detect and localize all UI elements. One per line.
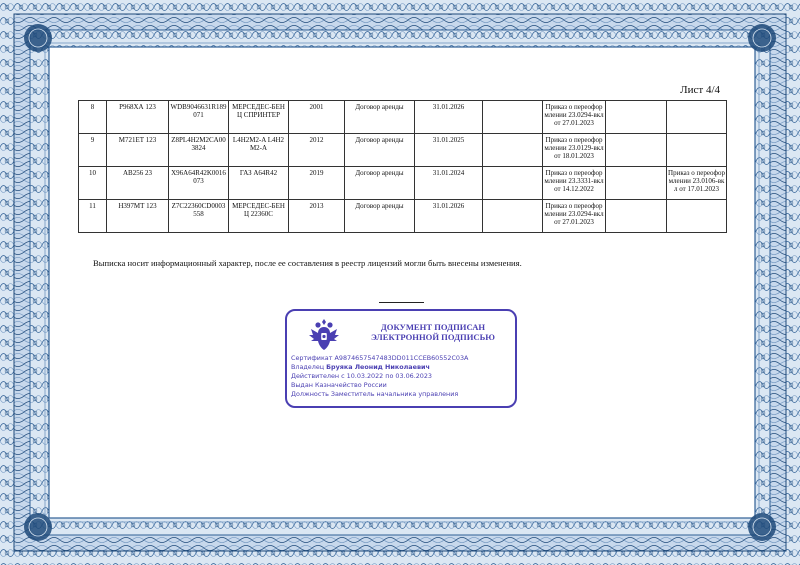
cell-exclusion bbox=[667, 200, 727, 233]
disclaimer-note: Выписка носит информационный характер, после ее составления в реестр лицензий могли быть внесены изменения. bbox=[93, 258, 522, 268]
cell-order: Приказ о переоформлении 23.3331-вкл от 14.12.2022 bbox=[543, 167, 606, 200]
cell-empty bbox=[483, 134, 543, 167]
owner-label: Владелец bbox=[291, 363, 325, 371]
certificate-value: A9874657547483DD011CCEB60552C03A bbox=[334, 354, 469, 362]
cell-empty bbox=[483, 200, 543, 233]
cell-number: 10 bbox=[79, 167, 107, 200]
cell-date: 31.01.2025 bbox=[415, 134, 483, 167]
cell-vin: WDB9046631R189071 bbox=[169, 101, 229, 134]
cell-plate: Р968ХА 123 bbox=[107, 101, 169, 134]
cell-model: ГАЗ A64R42 bbox=[229, 167, 289, 200]
cell-vin: Z7C22360CD0003558 bbox=[169, 200, 229, 233]
cell-year: 2001 bbox=[289, 101, 345, 134]
double-headed-eagle-emblem-icon bbox=[307, 317, 341, 353]
cell-number: 8 bbox=[79, 101, 107, 134]
cell-empty bbox=[606, 134, 667, 167]
cell-basis: Договор аренды bbox=[345, 167, 415, 200]
cell-plate: М721ЕТ 123 bbox=[107, 134, 169, 167]
cell-year: 2019 bbox=[289, 167, 345, 200]
stamp-title bbox=[353, 322, 513, 342]
table-row bbox=[79, 101, 727, 134]
signature-line bbox=[379, 302, 424, 303]
cell-year: 2013 bbox=[289, 200, 345, 233]
table-row bbox=[79, 134, 727, 167]
table-row bbox=[79, 167, 727, 200]
stamp-title-line-1: ДОКУМЕНТ ПОДПИСАН bbox=[380, 322, 486, 332]
stamp-validity: Действителен с 10.03.2022 по 03.06.2023 bbox=[291, 372, 432, 380]
cell-empty bbox=[606, 200, 667, 233]
cell-plate: АВ256 23 bbox=[107, 167, 169, 200]
cell-empty bbox=[483, 167, 543, 200]
cell-model: L4H2M2-A L4H2M2-A bbox=[229, 134, 289, 167]
cell-order: Приказ о переоформлении 23.0294-вкл от 27.01.2023 bbox=[543, 101, 606, 134]
cell-order: Приказ о переоформлении 23.0129-вкл от 18.01.2023 bbox=[543, 134, 606, 167]
cell-model: МЕРСЕДЕС-БЕНЦ СПРИНТЕР bbox=[229, 101, 289, 134]
cell-exclusion: Приказ о переоформлении 23.0106-вкл от 17.01.2023 bbox=[667, 167, 727, 200]
stamp-issuer: Выдан Казначейство России bbox=[291, 381, 387, 389]
cell-empty bbox=[606, 167, 667, 200]
electronic-signature-stamp bbox=[285, 309, 517, 408]
stamp-owner bbox=[291, 363, 468, 372]
cell-plate: Н397МТ 123 bbox=[107, 200, 169, 233]
stamp-title-line-2: ЭЛЕКТРОННОЙ ПОДПИСЬЮ bbox=[371, 332, 495, 342]
cell-exclusion bbox=[667, 134, 727, 167]
table-row bbox=[79, 200, 727, 233]
cell-exclusion bbox=[667, 101, 727, 134]
cell-vin: X96A64R42K0016073 bbox=[169, 167, 229, 200]
cell-basis: Договор аренды bbox=[345, 200, 415, 233]
cell-empty bbox=[606, 101, 667, 134]
cell-basis: Договор аренды bbox=[345, 101, 415, 134]
cell-order: Приказ о переоформлении 23.0294-вкл от 27.01.2023 bbox=[543, 200, 606, 233]
cell-date: 31.01.2026 bbox=[415, 200, 483, 233]
cell-date: 31.01.2024 bbox=[415, 167, 483, 200]
stamp-position: Должность Заместитель начальника управления bbox=[291, 390, 459, 398]
cell-number: 11 bbox=[79, 200, 107, 233]
cell-vin: Z8PL4H2M2CA003824 bbox=[169, 134, 229, 167]
cell-number: 9 bbox=[79, 134, 107, 167]
cell-empty bbox=[483, 101, 543, 134]
certificate-label: Сертификат bbox=[291, 354, 333, 362]
cell-model: МЕРСЕДЕС-БЕНЦ 22360С bbox=[229, 200, 289, 233]
owner-value: Бруяка Леонид Николаевич bbox=[326, 363, 430, 371]
cell-basis: Договор аренды bbox=[345, 134, 415, 167]
vehicle-records-table bbox=[78, 100, 727, 233]
stamp-certificate bbox=[291, 354, 468, 363]
sheet-number: Лист 4/4 bbox=[680, 84, 720, 96]
cell-date: 31.01.2026 bbox=[415, 101, 483, 134]
stamp-details bbox=[291, 354, 468, 399]
cell-year: 2012 bbox=[289, 134, 345, 167]
